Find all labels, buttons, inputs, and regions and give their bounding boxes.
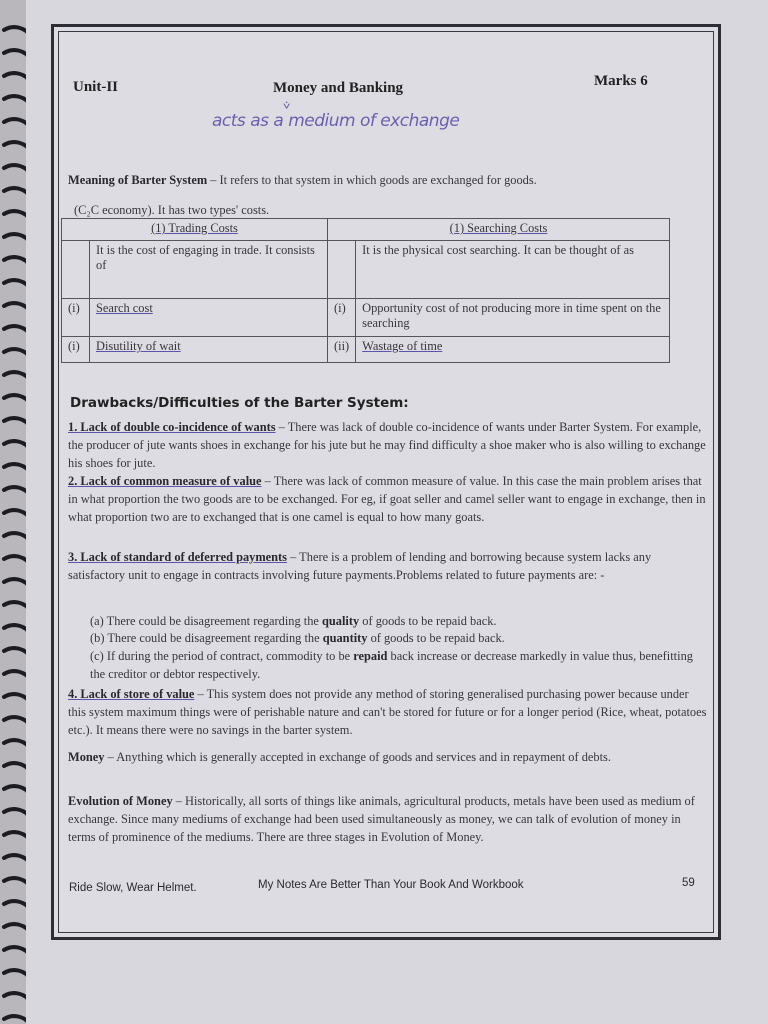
subitem-label: (a) (90, 614, 104, 628)
drawback-item (68, 418, 708, 472)
subitem-text: of goods to be repaid back. (359, 614, 497, 628)
page-number: 59 (682, 877, 695, 889)
table-row (62, 241, 670, 299)
costs-table (61, 218, 670, 363)
barter-line2: (C₂C economy). It has two types' costs. (74, 203, 270, 217)
money-term: Money (68, 750, 105, 764)
table-cell: It is the physical cost searching. It can be thought of as (356, 241, 670, 299)
drawback-item (68, 548, 708, 584)
money-definition (68, 748, 708, 766)
subitem-key: quality (322, 614, 360, 628)
table-cell: Disutility of wait (90, 337, 328, 363)
table-row (62, 337, 670, 363)
table-cell: (ii) (328, 337, 356, 363)
footer-left: Ride Slow, Wear Helmet. (69, 882, 197, 894)
table-row (62, 299, 670, 337)
drawback-title: 1. Lack of double co-incidence of wants (68, 420, 276, 434)
searching-costs-header: (1) Searching Costs (449, 221, 548, 235)
drawback-text: – There was lack of double co-incidence of wants under Barter System. For example, the producer of jute wants shoes in exchange for his jute but he may find difficulty a shoe maker who is also willing to exchange his shoes for jute. (68, 420, 706, 470)
table-cell: Wastage of time (356, 337, 670, 363)
subitem-text: of goods to be repaid back. (367, 631, 505, 645)
handwritten-note: acts as a medium of exchange (212, 111, 460, 131)
barter-term: Meaning of Barter System (68, 173, 208, 187)
table-header-row (62, 219, 670, 241)
table-cell: It is the cost of engaging in trade. It consists of (90, 241, 328, 299)
subitem-label: (b) (90, 631, 105, 645)
subitem (90, 629, 710, 647)
drawback-text: – There is a problem of lending and borrowing because system lacks any satisfactory unit to engage in contracts involving future payments.Problems related to future payments are: - (68, 550, 652, 582)
subitem-text: There could be disagreement regarding the (107, 631, 323, 645)
evolution-definition (68, 792, 708, 846)
page-title: Money and Banking (273, 80, 404, 96)
evolution-text: – Historically, all sorts of things like animals, agricultural products, metals have been used as medium of exchange. Since many mediums of exchange had been used simultaneously as money, we can talk of evolution of money in terms of prominence of the mediums. There are three stages in Evolution of Money. (68, 794, 695, 844)
drawback-text: – This system does not provide any method of storing generalised purchasing power because under this system maximum things were of perishable nature and can't be stored for future or for a longer period (Rice, wheat, potatoes etc.). It means there were no savings in the barter system. (68, 687, 707, 737)
table-cell: (i) (62, 337, 90, 363)
money-text: – Anything which is generally accepted in exchange of goods and services and in repayment of debts. (104, 750, 611, 764)
subitem-text: back increase or decrease markedly in value thus, benefitting the creditor or debtor respectively. (90, 649, 693, 681)
handwritten-arrow-icon: ⩒ (283, 98, 291, 112)
drawback-item (68, 685, 708, 739)
barter-definition (68, 171, 688, 189)
drawbacks-heading: Drawbacks/Difficulties of the Barter System: (70, 395, 409, 411)
subitem-text: If during the period of contract, commodity to be (106, 649, 354, 663)
drawback-title: 4. Lack of store of value (68, 687, 195, 701)
drawback-item (68, 472, 708, 526)
table-cell (62, 241, 90, 299)
drawback-title: 3. Lack of standard of deferred payments (68, 550, 288, 564)
subitem-key: quantity (322, 631, 368, 645)
subitem-key: repaid (353, 649, 388, 663)
trading-costs-header: (1) Trading Costs (151, 221, 238, 235)
footer-center: My Notes Are Better Than Your Book And Workbook (258, 879, 524, 891)
subitem-text: There could be disagreement regarding the (106, 614, 323, 628)
drawback-text: – There was lack of common measure of value. In this case the main problem arises that in what proportion the two goods are to be exchanged. For eg, if goat seller and camel seller want to engage in exchange, then in what proportion two are to exchanged that is one camel is equal to how many goats. (68, 474, 706, 524)
table-cell (328, 241, 356, 299)
table-cell: (i) (62, 299, 90, 337)
drawback-title: 2. Lack of common measure of value (68, 474, 262, 488)
evolution-term: Evolution of Money (68, 794, 173, 808)
table-cell: Opportunity cost of not producing more in time spent on the searching (356, 299, 670, 337)
table-cell: (i) (328, 299, 356, 337)
unit-label: Unit-II (73, 79, 119, 95)
table-cell: Search cost (90, 299, 328, 337)
barter-definition-text: – It refers to that system in which goods are exchanged for goods. (207, 173, 537, 187)
subitem (90, 612, 710, 630)
subitem (90, 647, 710, 683)
marks-label: Marks 6 (594, 73, 648, 89)
subitem-label: (c) (90, 649, 104, 663)
